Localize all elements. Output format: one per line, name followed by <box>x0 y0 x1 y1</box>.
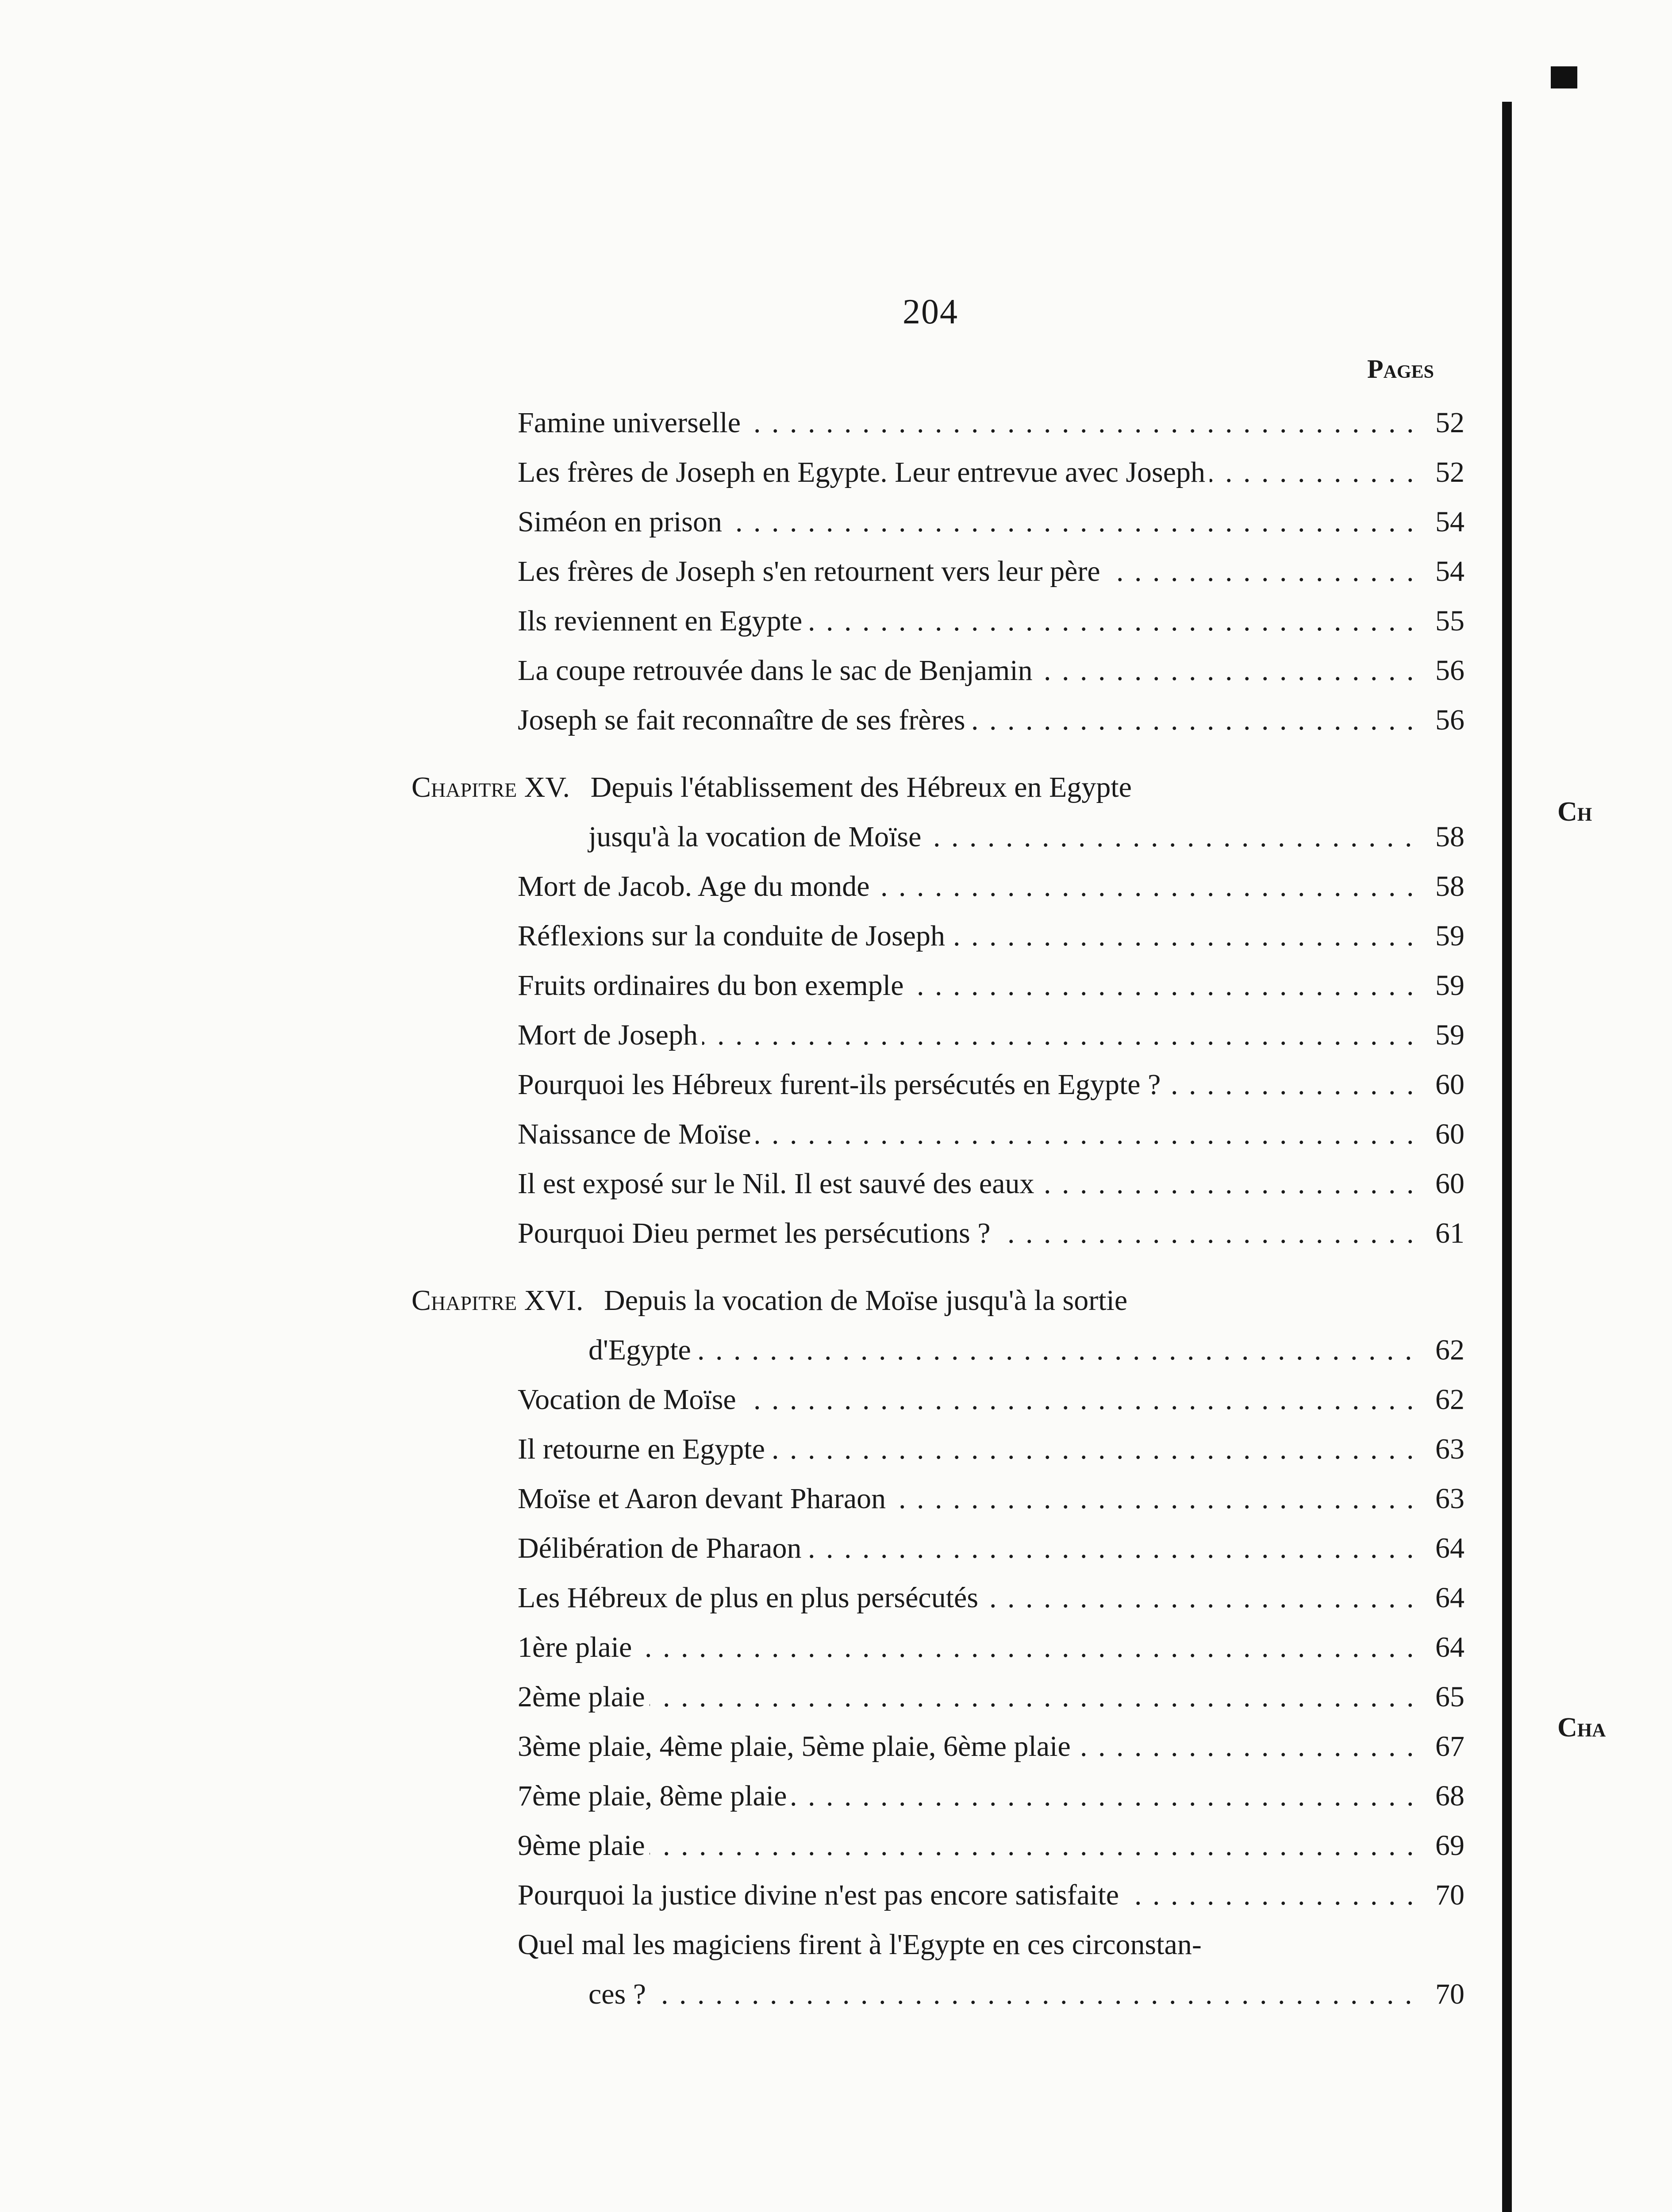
toc-entry <box>518 1060 1464 1110</box>
toc-entry-page: 62 <box>1420 1375 1464 1425</box>
toc-entry-page: 63 <box>1420 1474 1464 1524</box>
chapter-heading <box>411 763 1464 812</box>
toc-entry <box>518 398 1464 448</box>
toc-entry <box>518 1821 1464 1870</box>
toc-entry-page: 60 <box>1420 1159 1464 1209</box>
toc-entry <box>518 1573 1464 1623</box>
toc-entry-page: 54 <box>1420 547 1464 596</box>
toc-entry-title: Il retourne en Egypte <box>518 1433 769 1465</box>
toc-entry-title: Mort de Joseph <box>518 1019 702 1051</box>
toc-entry-title: Vocation de Moïse <box>518 1383 741 1416</box>
page-number: 204 <box>903 292 958 331</box>
toc-entry-page: 68 <box>1420 1771 1464 1821</box>
chapter-page: 58 <box>1420 812 1464 862</box>
corner-mark <box>1551 66 1577 88</box>
toc-entry-page: 59 <box>1420 1010 1464 1060</box>
toc-entry-title: 2ème plaie <box>518 1681 650 1713</box>
toc-entry-title: 1ère plaie <box>518 1631 636 1663</box>
facing-page-edge <box>1502 102 1512 2212</box>
toc-entry <box>518 961 1464 1010</box>
toc-entry-page: 64 <box>1420 1623 1464 1672</box>
toc-entry-page: 60 <box>1420 1110 1464 1159</box>
toc-entry <box>518 596 1464 646</box>
toc-entry-title: Fruits ordinaires du bon exemple <box>518 969 908 1002</box>
toc-entry-title-continued: ces ? <box>588 1978 650 2010</box>
chapter-heading-continued <box>588 812 1464 862</box>
toc-entry-page: 67 <box>1420 1722 1464 1771</box>
toc-entry-page: 69 <box>1420 1821 1464 1870</box>
toc-entry-page: 52 <box>1420 398 1464 448</box>
toc-entry-title: Pourquoi la justice divine n'est pas encore satisfaite <box>518 1879 1123 1911</box>
chapter-heading-continued <box>588 1325 1464 1375</box>
toc-entry-page: 65 <box>1420 1672 1464 1722</box>
toc-entry-title: Les Hébreux de plus en plus persécutés <box>518 1582 983 1614</box>
chapter-page: 62 <box>1420 1325 1464 1375</box>
toc-entry-title: Naissance de Moïse <box>518 1118 756 1150</box>
toc-entry <box>518 497 1464 547</box>
toc-entry <box>518 547 1464 596</box>
chapter-title-continued: jusqu'à la vocation de Moïse <box>588 821 926 853</box>
facing-page-margin-label: Ch <box>1557 797 1592 827</box>
toc-entry <box>518 1159 1464 1209</box>
toc-entry <box>518 1771 1464 1821</box>
toc-entry-title: Pourquoi Dieu permet les persécutions ? <box>518 1217 995 1249</box>
toc-entry-page: 64 <box>1420 1573 1464 1623</box>
chapter-label: Chapitre XVI. <box>411 1284 584 1317</box>
toc-entry-title: Quel mal les magiciens firent à l'Egypte en ces circonstan- <box>518 1928 1202 1961</box>
toc-entry-title: Les frères de Joseph en Egypte. Leur entrevue avec Joseph <box>518 456 1210 488</box>
toc-entry-page: 61 <box>1420 1209 1464 1258</box>
toc-entry <box>518 1870 1464 1920</box>
table-of-contents <box>411 398 1464 2019</box>
toc-entry-title: La coupe retrouvée dans le sac de Benjamin <box>518 654 1037 687</box>
toc-entry <box>518 862 1464 911</box>
toc-entry <box>518 1110 1464 1159</box>
toc-entry <box>518 1920 1464 1970</box>
toc-entry-title: 9ème plaie <box>518 1829 650 1862</box>
toc-entry <box>518 448 1464 497</box>
toc-entry <box>518 1209 1464 1258</box>
toc-entry-title: Il est exposé sur le Nil. Il est sauvé des eaux <box>518 1167 1039 1200</box>
toc-entry-title: Pourquoi les Hébreux furent-ils persécutés en Egypte ? <box>518 1068 1165 1101</box>
toc-entry-title: Joseph se fait reconnaître de ses frères <box>518 704 970 736</box>
toc-entry <box>518 1722 1464 1771</box>
toc-entry-page: 58 <box>1420 862 1464 911</box>
toc-entry-page: 70 <box>1420 1970 1464 2019</box>
toc-entry-page: 60 <box>1420 1060 1464 1110</box>
toc-entry <box>518 695 1464 745</box>
toc-entry-page: 52 <box>1420 448 1464 497</box>
pages-column-label: Pages <box>1367 354 1434 384</box>
toc-entry-page: 54 <box>1420 497 1464 547</box>
toc-entry-title: Famine universelle <box>518 407 745 439</box>
chapter-title-continued: d'Egypte <box>588 1334 696 1366</box>
toc-entry-page: 56 <box>1420 646 1464 695</box>
toc-entry-continued <box>588 1970 1464 2019</box>
chapter-title: Depuis l'établissement des Hébreux en Egypte <box>590 771 1132 803</box>
toc-entry-title: Délibération de Pharaon <box>518 1532 806 1564</box>
toc-entry <box>518 1524 1464 1573</box>
toc-entry <box>518 1672 1464 1722</box>
toc-entry-title: Les frères de Joseph s'en retournent vers leur père <box>518 555 1105 588</box>
toc-entry-page: 55 <box>1420 596 1464 646</box>
chapter-title: Depuis la vocation de Moïse jusqu'à la sortie <box>604 1284 1128 1317</box>
toc-entry <box>518 1425 1464 1474</box>
toc-entry-title: Moïse et Aaron devant Pharaon <box>518 1482 890 1515</box>
toc-entry-page: 64 <box>1420 1524 1464 1573</box>
toc-entry-page: 59 <box>1420 961 1464 1010</box>
toc-entry-title: 7ème plaie, 8ème plaie <box>518 1780 791 1812</box>
facing-page-margin-label: Cha <box>1557 1713 1606 1743</box>
toc-entry-title: Siméon en prison <box>518 506 726 538</box>
toc-entry-title: Mort de Jacob. Age du monde <box>518 870 874 902</box>
toc-entry <box>518 1474 1464 1524</box>
toc-entry-page: 70 <box>1420 1870 1464 1920</box>
toc-entry-title: Ils reviennent en Egypte <box>518 605 807 637</box>
toc-entry-page: 56 <box>1420 695 1464 745</box>
chapter-heading <box>411 1276 1464 1325</box>
toc-entry-title: Réflexions sur la conduite de Joseph <box>518 920 949 952</box>
toc-entry-page: 63 <box>1420 1425 1464 1474</box>
toc-entry <box>518 911 1464 961</box>
toc-entry <box>518 1623 1464 1672</box>
toc-entry <box>518 1375 1464 1425</box>
toc-entry <box>518 646 1464 695</box>
toc-entry <box>518 1010 1464 1060</box>
toc-entry-page: 59 <box>1420 911 1464 961</box>
chapter-label: Chapitre XV. <box>411 771 570 803</box>
toc-entry-title: 3ème plaie, 4ème plaie, 5ème plaie, 6ème plaie <box>518 1730 1075 1763</box>
